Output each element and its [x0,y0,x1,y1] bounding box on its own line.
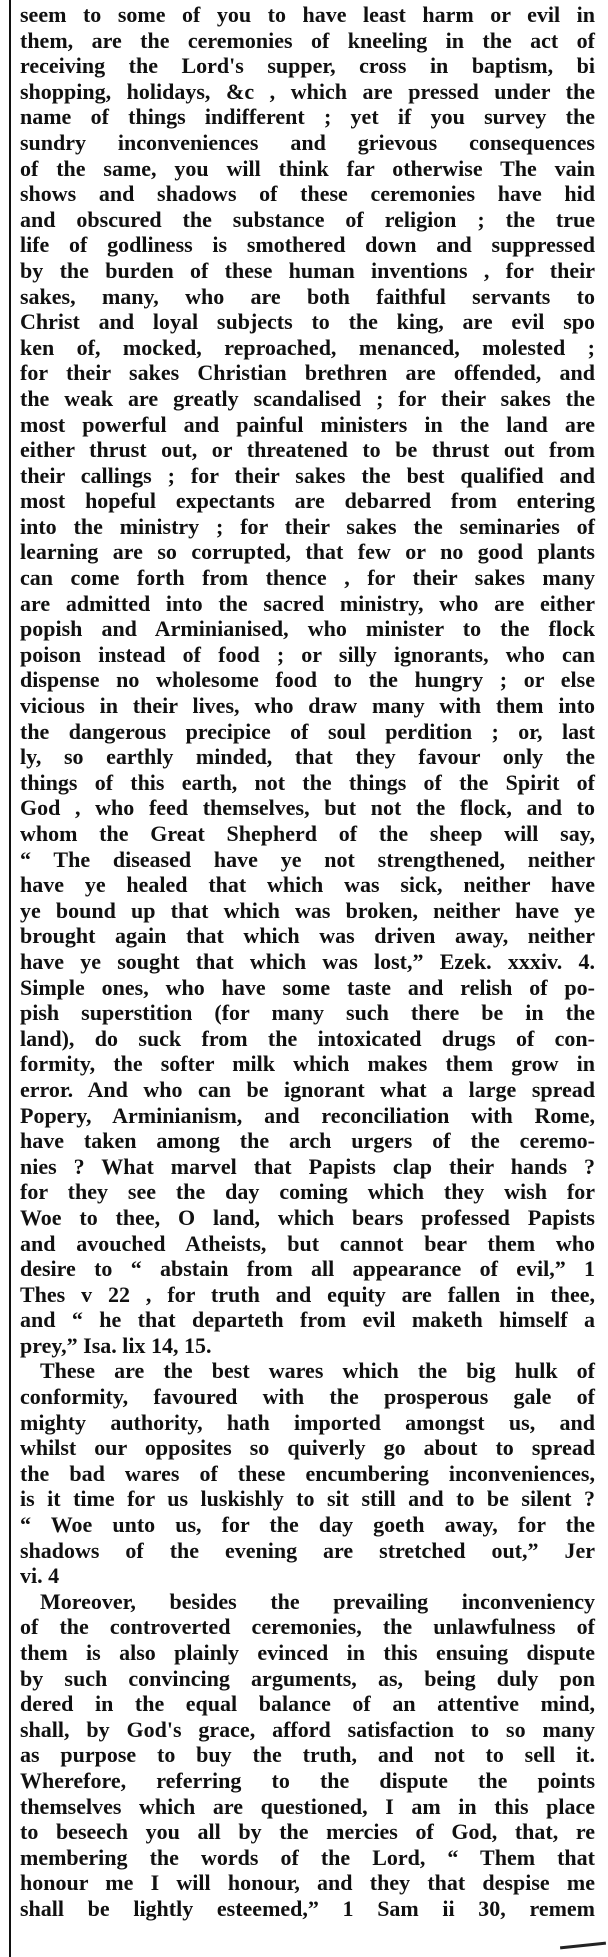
text-line: learning are so corrupted, that few or no good plants [20,539,595,565]
text-line: membering the words of the Lord, “ Them that [20,1844,595,1870]
text-line: ye bound up that which was broken, neither have ye [20,897,595,923]
text-line: name of things indifferent ; yet if you survey the [20,104,595,130]
text-line: the weak are greatly scandalised ; for their sakes the [20,385,595,411]
text-line: whilst our opposites so quiverly go about to spread [20,1435,595,1461]
text-line: These are the best wares which the big hulk of [40,1358,595,1384]
text-line: either thrust out, or threatened to be thrust out from [20,437,595,463]
text-line: most powerful and painful ministers in the land are [20,411,595,437]
text-line: them is also plainly evinced in this ensuing dispute [20,1640,595,1665]
text-line: Wherefore, referring to the dispute the points [20,1767,595,1793]
text-line: them, are the ceremonies of kneeling in the act of [20,27,595,53]
text-line: into the ministry ; for their sakes the seminaries of [20,513,595,539]
text-line: nies ? What marvel that Papists clap their hands ? [20,1153,595,1179]
text-line: shopping, holidays, &c , which are pressed under the [20,78,595,104]
text-line: Thes v 22 , for truth and equity are fallen in thee, [20,1281,595,1307]
text-line: things of this earth, not the things of the Spirit of [20,769,595,795]
text-line: error. And who can be ignorant what a large spread [20,1076,595,1102]
text-line: shall be lightly esteemed,” 1 Sam ii 30, remem [20,1895,595,1921]
text-line: are admitted into the sacred ministry, who are either [20,590,595,616]
text-line: most hopeful expectants are debarred from entering [20,488,595,514]
text-line: of the same, you will think far otherwise The vain [20,155,595,181]
text-line: Moreover, besides the prevailing inconveniency [40,1588,595,1614]
text-line: Simple ones, who have some taste and relish of po- [20,974,595,1000]
text-line: by such convincing arguments, as, being duly pon [20,1665,595,1691]
text-line: desire to “ abstain from all appearance of evil,” 1 [20,1256,595,1282]
text-line: sundry inconveniences and grievous consequences [20,129,595,155]
text-line: Popery, Arminianism, and reconciliation with Rome, [20,1102,595,1128]
text-line: themselves which are questioned, I am in this place [20,1793,595,1819]
article-paragraph [20,1358,595,1588]
text-line: have ye healed that which was sick, neither have [20,872,595,898]
text-line: seem to some of you to have least harm or evil in [20,2,595,27]
text-line: brought again that which was driven away, neither [20,923,595,949]
text-line: the dangerous precipice of soul perdition ; or, last [20,718,595,744]
text-line: ly, so earthly minded, that they favour only the [20,744,595,770]
text-line: popish and Arminianised, who minister to the flock [20,616,595,642]
text-line: have taken among the arch urgers of the ceremo- [20,1128,595,1154]
article-paragraph [20,2,595,1358]
text-line: pish superstition (for many such there be in the [20,1000,595,1026]
text-line: their callings ; for their sakes the best qualified and [20,462,595,488]
text-line: sakes, many, who are both faithful servants to [20,283,595,309]
text-line: dispense no wholesome food to the hungry ; or else [20,667,595,693]
text-line: “ The diseased have ye not strengthened, neither [20,846,595,872]
text-line: can come forth from thence , for their sakes many [20,565,595,591]
text-line: by the burden of these human inventions , for their [20,257,595,283]
text-line: have ye sought that which was lost,” Ezek. xxxiv. 4. [20,948,595,974]
text-line: vi. 4 [20,1563,60,1589]
text-line: shows and shadows of these ceremonies have hid [20,181,595,207]
text-line: ken of, mocked, reproached, menanced, molested ; [20,334,595,360]
text-line: whom the Great Shepherd of the sheep will say, [20,821,595,846]
text-line: to beseech you all by the mercies of God, that, re [20,1819,595,1845]
text-line: honour me I will honour, and they that despise me [20,1870,595,1896]
text-line: as purpose to buy the truth, and not to sell it. [20,1742,595,1768]
text-line: vicious in their lives, who draw many with them into [20,693,595,719]
text-line: mighty authority, hath imported amongst us, and [20,1409,595,1435]
text-line: poison instead of food ; or silly ignorants, who can [20,641,595,667]
article-column [20,2,595,1922]
text-line: the bad wares of these encumbering inconveniences, [20,1460,595,1486]
text-line: and obscured the substance of religion ; the true [20,206,595,232]
text-line: land), do suck from the intoxicated drugs of con- [20,1025,595,1051]
column-rule [9,0,11,1957]
text-line: shall, by God's grace, afford satisfaction to so many [20,1716,595,1742]
text-line: and avouched Atheists, but cannot bear them who [20,1230,595,1256]
text-line: is it time for us luskishly to sit still and to be silent ? [20,1486,595,1512]
text-line: life of godliness is smothered down and suppressed [20,232,595,258]
text-line: for they see the day coming which they wish for [20,1179,595,1205]
text-line: God , who feed themselves, but not the flock, and to [20,795,595,821]
text-line: for their sakes Christian brethren are offended, and [20,360,595,386]
text-line: prey,” Isa. lix 14, 15. [20,1332,212,1358]
text-line: “ Woe unto us, for the day goeth away, for the [20,1512,595,1538]
text-line: receiving the Lord's supper, cross in baptism, bi [20,53,595,79]
text-line: and “ he that departeth from evil maketh himself a [20,1307,595,1333]
page-edge-mark [560,1942,606,1950]
text-line: dered in the equal balance of an attentive mind, [20,1691,595,1717]
text-line: shadows of the evening are stretched out,” Jer [20,1537,595,1563]
article-paragraph [20,1589,595,1922]
text-line: of the controverted ceremonies, the unlawfulness of [20,1614,595,1640]
text-line: formity, the softer milk which makes them grow in [20,1051,595,1077]
text-line: Christ and loyal subjects to the king, are evil spo [20,309,595,335]
text-line: Woe to thee, O land, which bears professed Papists [20,1204,595,1230]
text-line: conformity, favoured with the prosperous gale of [20,1384,595,1410]
